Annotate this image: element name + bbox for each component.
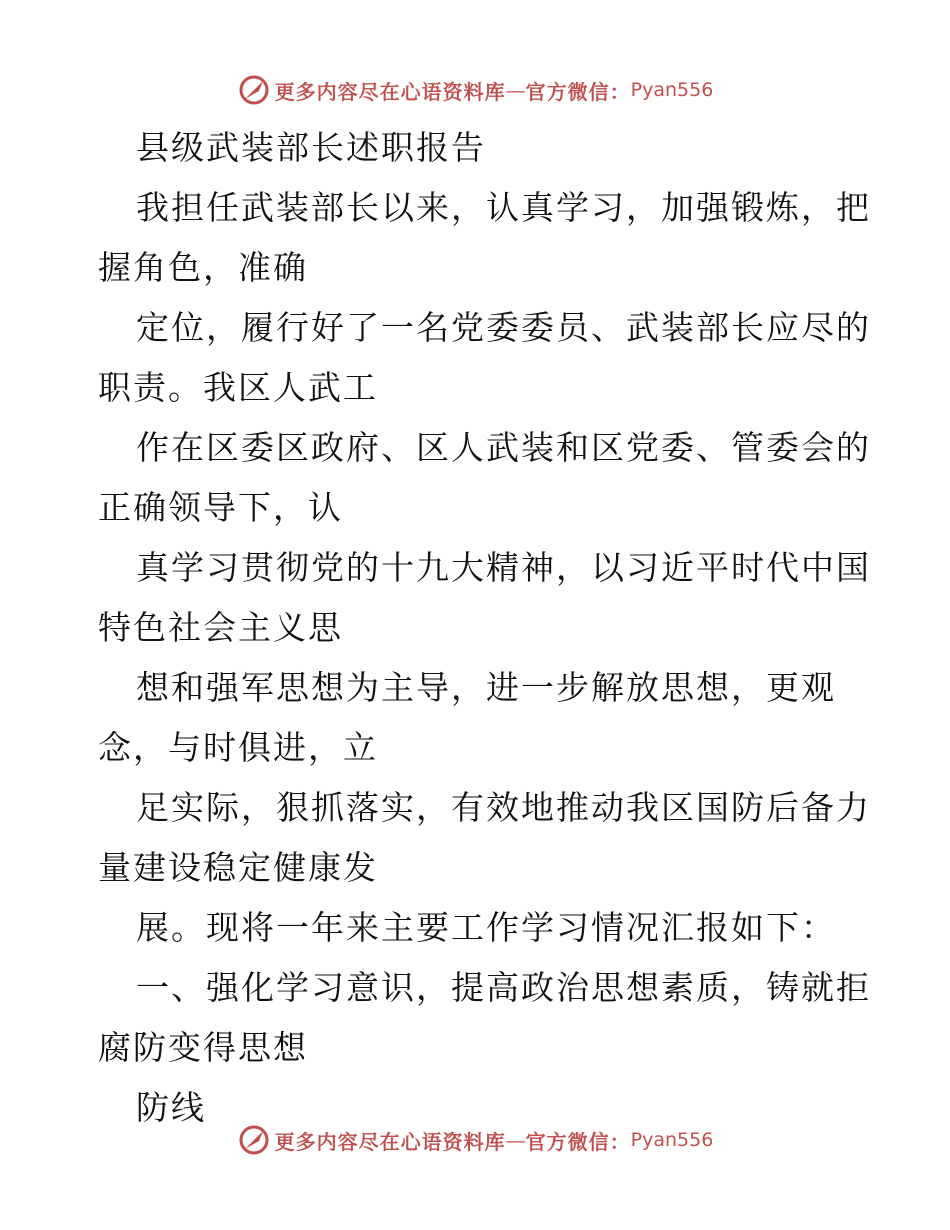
quill-logo-icon [237, 73, 271, 107]
document-line: 一、强化学习意识，提高政治思想素质，铸就拒 [136, 968, 871, 1007]
document-line: 足实际，狠抓落实，有效地推动我区国防后备力 [136, 788, 871, 827]
document-line: 真学习贯彻党的十九大精神，以习近平时代中国 [136, 548, 871, 587]
document-body [98, 118, 871, 1138]
document-line: 想和强军思想为主导，进一步解放思想，更观 [136, 668, 836, 707]
document-line: 展。现将一年来主要工作学习情况汇报如下： [136, 908, 836, 947]
document-line: 作在区委区政府、区人武装和区党委、管委会的 [136, 428, 871, 467]
document-line: 量建设稳定健康发 [98, 848, 378, 887]
document-line: 正确领导下，认 [98, 488, 343, 527]
banner-wechat-id: Pyan556 [630, 1129, 714, 1151]
banner-wechat-label: 官方微信： [525, 79, 631, 104]
document-line: 职责。我区人武工 [98, 368, 378, 407]
banner-wechat-id: Pyan556 [630, 79, 714, 101]
quill-logo-icon [237, 1123, 271, 1157]
banner-wechat-label: 官方微信： [525, 1129, 631, 1154]
document-line: 念，与时俱进，立 [98, 728, 378, 767]
document-line: 防线 [136, 1088, 206, 1127]
document-line: 握角色，准确 [98, 248, 308, 287]
document-line: 县级武装部长述职报告 [136, 128, 486, 167]
document-line: 腐防变得思想 [98, 1028, 308, 1067]
document-line: 定位，履行好了一名党委委员、武装部长应尽的 [136, 308, 871, 347]
banner-dash: — [505, 78, 526, 102]
header-watermark-banner [0, 70, 950, 110]
document-line: 我担任武装部长以来，认真学习，加强锻炼，把 [136, 188, 871, 227]
banner-dash: — [505, 1128, 526, 1152]
document-line: 特色社会主义思 [98, 608, 343, 647]
footer-watermark-banner [0, 1120, 950, 1160]
banner-site-text: 更多内容尽在心语资料库 [274, 79, 506, 104]
banner-site-text: 更多内容尽在心语资料库 [274, 1129, 506, 1154]
